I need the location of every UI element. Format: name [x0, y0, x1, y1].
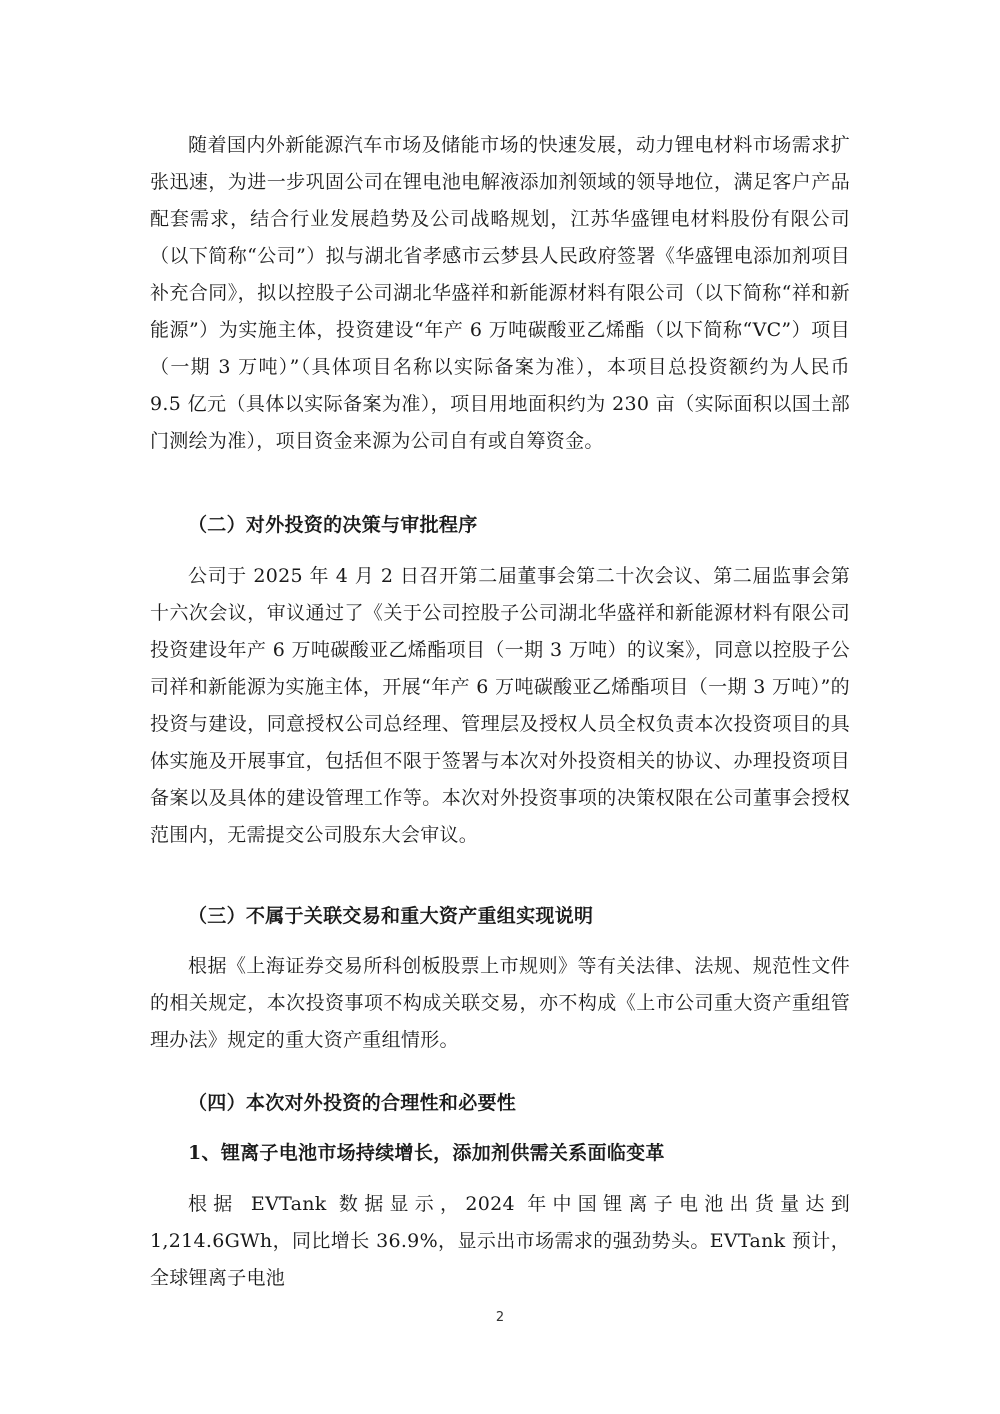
paragraph-evtank-data: 根据 EVTank 数据显示，2024 年中国锂离子电池出货量达到 1,214.6GWh，同比增长 36.9%，显示出市场需求的强劲势头。EVTank 预计，全球锂离子电池 [150, 1193, 850, 1289]
paragraph-investment-overview: 随着国内外新能源汽车市场及储能市场的快速发展，动力锂电材料市场需求扩张迅速，为进一步巩固公司在锂电池电解液添加剂领域的领导地位，满足客户产品配套需求，结合行业发展趋势及公司战略规划，江苏华盛锂电材料股份有限公司（以下简称“公司”）拟与湖北省孝感市云梦县人民政府签署《华盛锂电添加剂项目补充合同》，拟以控股子公司湖北华盛祥和新能源材料有限公司（以下简称“祥和新能源”）为实施主体，投资建设“年产 6 万吨碳酸亚乙烯酯（以下简称“VC”）项目（一期 3 万吨）”（具体项目名称以实际备案为准），本项目总投资额约为人民币 9.5 亿元（具体以实际备案为准），项目用地面积约为 230 亩（实际面积以国土部门测绘为准），项目资金来源为公司自有或自筹资金。 [150, 134, 850, 452]
heading-battery-market-growth: 1、锂离子电池市场持续增长，添加剂供需关系面临变革 [188, 1142, 665, 1164]
heading-decision-approval: （二）对外投资的决策与审批程序 [188, 514, 478, 536]
page-number: 2 [495, 1310, 505, 1325]
paragraph-decision-approval: 公司于 2025 年 4 月 2 日召开第二届董事会第二十次会议、第二届监事会第十六次会议，审议通过了《关于公司控股子公司湖北华盛祥和新能源材料有限公司投资建设年产 6 万吨碳酸亚乙烯酯项目（一期 3 万吨）的议案》，同意以控股子公司祥和新能源为实施主体，开展“年产 6 万吨碳酸亚乙烯酯项目（一期 3 万吨）”的投资与建设，同意授权公司总经理、管理层及授权人员全权负责本次投资项目的具体实施及开展事宜，包括但不限于签署与本次对外投资相关的协议、办理投资项目备案以及具体的建设管理工作等。本次对外投资事项的决策权限在公司董事会授权范围内，无需提交公司股东大会审议。 [150, 565, 850, 846]
paragraph-related-transaction: 根据《上海证券交易所科创板股票上市规则》等有关法律、法规、规范性文件的相关规定，本次投资事项不构成关联交易，亦不构成《上市公司重大资产重组管理办法》规定的重大资产重组情形。 [150, 955, 850, 1051]
heading-related-transaction: （三）不属于关联交易和重大资产重组实现说明 [188, 905, 594, 927]
heading-rationality-necessity: （四）本次对外投资的合理性和必要性 [188, 1092, 517, 1114]
